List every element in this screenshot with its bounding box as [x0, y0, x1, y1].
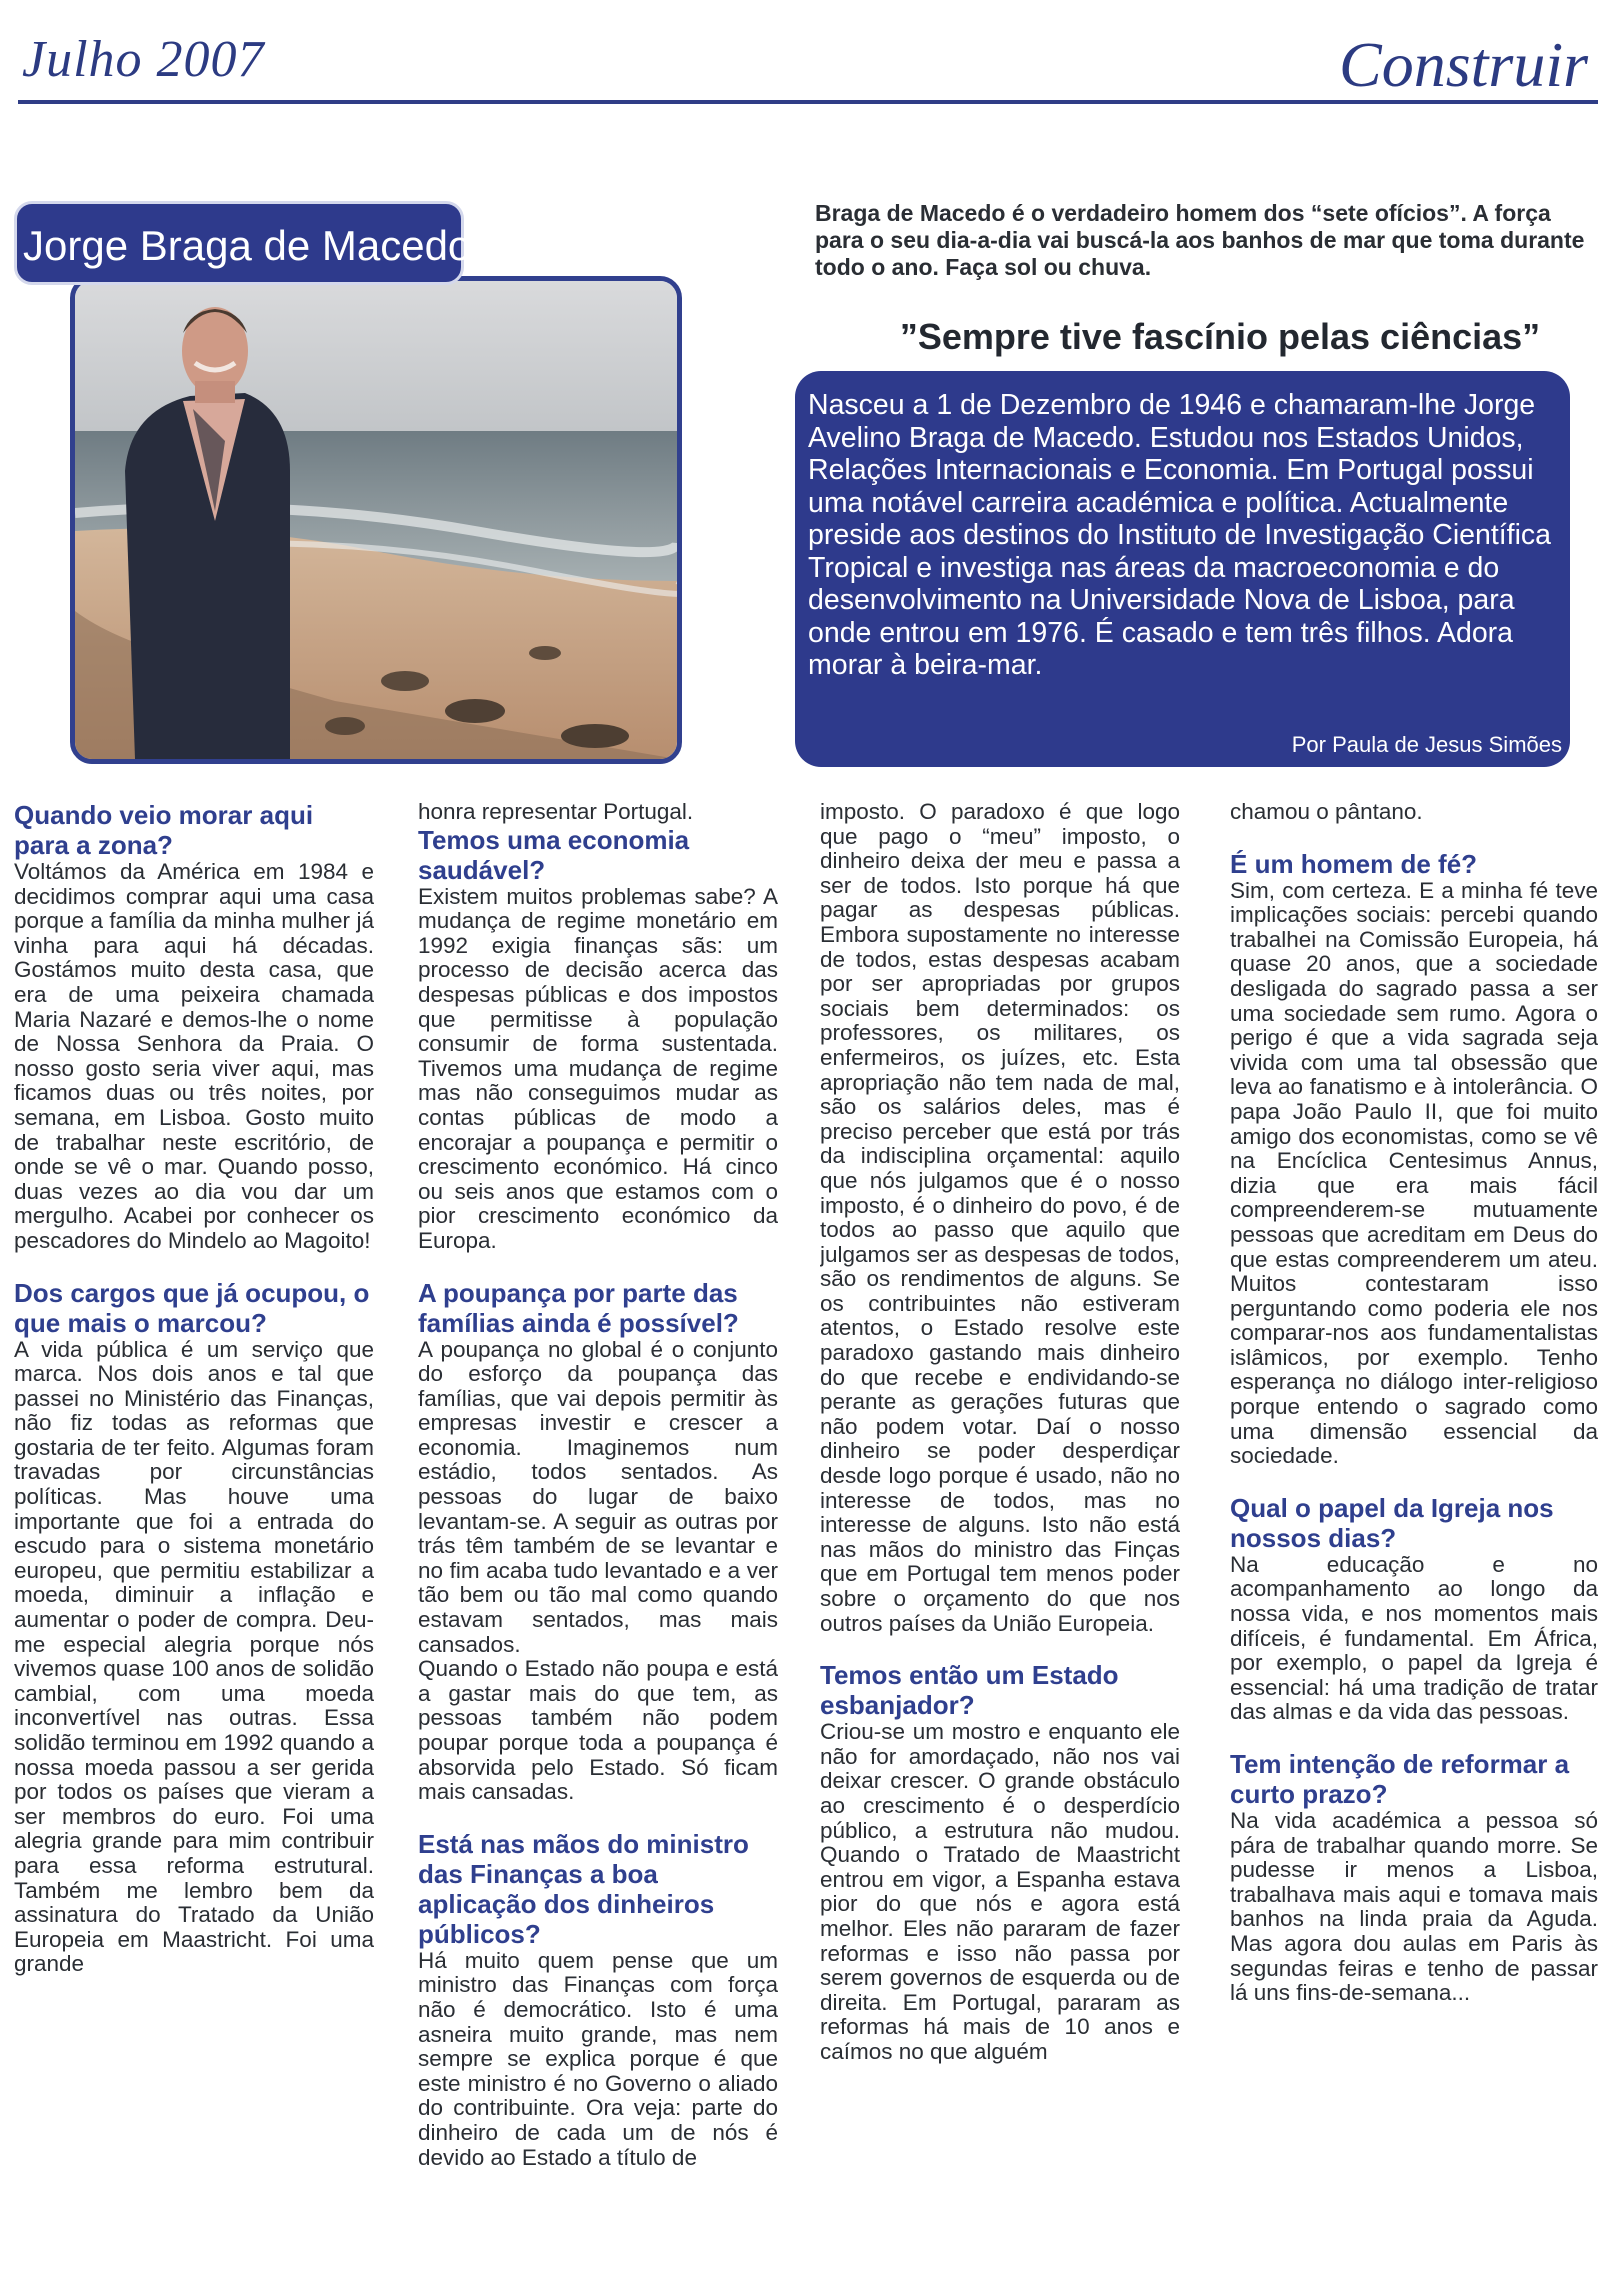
column-1 — [14, 800, 374, 2280]
answer-paragraph: Existem muitos problemas sabe? A mudança de regime monetário em 1992 exigia finanças sãs: um processo de decisão acerca das despesas públicas e dos impostos que permitisse à população consumir de forma sustentada. Tivemos uma mudança de regime mas não conseguimos mudar as contas públicas de modo a encorajar a poupança e permitir o crescimento económico. Há cinco ou seis anos que estamos com o pior crescimento económico da Europa. — [418, 883, 778, 1253]
byline: Por Paula de Jesus Simões — [1291, 731, 1562, 757]
answer-paragraph: A poupança no global é o conjunto do esforço da poupança das famílias, que vai depois permitir às empresas investir e crescer a economia. Imaginemos num estádio, todos sentados. As pessoas do lugar de baixo levantam-se. A seguir as outras por trás têm também de se levantar e no fim acaba tudo levantado e a ver tão bem ou tão mal como quando estavam sentados, mas mais cansados. — [418, 1336, 778, 1657]
question-heading: Qual o papel da Igreja nos nossos dias? — [1230, 1492, 1554, 1553]
beach-portrait-illustration — [75, 281, 677, 759]
headline-quote: ”Sempre tive fascínio pelas ciências” — [899, 316, 1541, 357]
answer-paragraph: Quando o Estado não poupa e está a gastar mais do que tem, as pessoas também não podem poupar porque toda a poupança é absorvida pelo Estado. Só ficam mais cansadas. — [418, 1656, 778, 1805]
issue-date: Julho 2007 — [22, 31, 265, 88]
intro-paragraph: Braga de Macedo é o verdadeiro homem dos “sete ofícios”. A força para o seu dia-a-dia vai buscá-la aos banhos de mar que toma durante todo o ano. Faça sol ou chuva. — [815, 200, 1585, 280]
question-heading: Tem intenção de reformar a curto prazo? — [1230, 1749, 1570, 1809]
bio-box — [795, 371, 1570, 767]
answer-paragraph: Há muito quem pense que um ministro das Finanças com força não é democrático. Isto é uma asneira muito grande, mas nem sempre se explica porque é que este ministro é no Governo o aliado do contribuinte. Ora veja: parte do dinheiro de cada um de nós é devido ao Estado a título de — [418, 1947, 778, 2170]
header-rule — [18, 100, 1598, 104]
column-3 — [820, 800, 1180, 2280]
answer-paragraph: Sim, com certeza. E a minha fé teve implicações sociais: percebi quando trabalhei na Comissão Europeia, há quase 20 anos, que a sociedade desligada do sagrado passa a ser uma sociedade sem rumo. Agora o perigo é que a vida sagrada seja vivida com uma tal obsessão que leva ao fanatismo e à intolerância. O papa João Paulo II, que foi muito amigo dos economistas, como se vê na Encíclica Centesimus Annus, dizia que era mais fácil compreenderem-se mutuamente pessoas que acreditam em Deus do que estas compreenderem um ateu. Muitos contestaram isso perguntando como poderia ele nos comparar-nos aos fundamentalistas islâmicos, por exemplo. Tenho esperança no diálogo inter-religioso porque entendo o sagrado como uma dimensão essencial da sociedade. — [1230, 877, 1598, 1469]
answer-paragraph: Na educação e no acompanhamento ao longo da nossa vida, e nos momentos mais difíceis, é fundamental. Em África, por exemplo, o papel da Igreja é essencial: há uma tradição de tratar das almas e da vida das pessoas. — [1230, 1551, 1598, 1725]
publication-title: Construir — [1339, 29, 1588, 100]
column-4 — [1230, 800, 1598, 2280]
column-2 — [418, 800, 778, 2280]
portrait-photo — [70, 276, 682, 764]
answer-paragraph: Voltámos da América em 1984 e decidimos comprar aqui uma casa porque a família da minha mulher já vinha para aqui há décadas. Gostámos muito desta casa, que era de uma peixeira chamada Maria Nazaré e demos-lhe o nome de Nossa Senhora da Praia. O nosso gosto seria viver aqui, mas ficamos duas ou três noites, por semana, em Lisboa. Gosto muito de trabalhar neste escritório, de onde se vê o mar. Quando posso, duas vezes ao dia vou dar um mergulho. Acabei por conhecer os pescadores do Mindelo ao Magoito! — [14, 859, 374, 1253]
question-heading: Está nas mãos do ministro das Finanças a boa aplicação dos dinheiros públicos? — [418, 1828, 749, 1949]
interviewee-name: Jorge Braga de Macedo — [14, 201, 464, 285]
answer-continuation: honra representar Portugal. — [418, 800, 694, 824]
bio-text: Nasceu a 1 de Dezembro de 1946 e chamaram-lhe Jorge Avelino Braga de Macedo. Estudou nos Estados Unidos, Relações Internacionais e Economia. Em Portugal possui uma notável carreira académica e política. Actualmente preside aos destinos do Instituto de Investigação Científica Tropical e investiga nas áreas da macroeconomia e do desenvolvimento na Universidade Nova de Lisboa, para onde entrou em 1976. É casado e tem três filhos. Adora morar à beira-mar. — [808, 389, 1552, 681]
question-heading: Dos cargos que já ocupou, o que mais o marcou? — [14, 1277, 370, 1338]
question-heading: A poupança por parte das famílias ainda é possível? — [418, 1277, 739, 1338]
answer-paragraph: A vida pública é um serviço que marca. Nos dois anos e tal que passei no Ministério das Finanças, não fiz todas as reformas que gostaria de ter feito. Algumas foram travadas por circunstâncias políticas. Mas houve uma importante que foi a entrada do escudo para o sistema monetário europeu, que permitiu estabilizar a moeda, diminuir a inflação e aumentar o poder de compra. Deu-me especial alegria porque nós vivemos quase 100 anos de solidão cambial, com uma moeda inconvertível nas outras. Essa solidão terminou em 1992 quando a nossa moeda passou a ser gerida por todos os países que vieram a ser membros do euro. Foi uma alegria grande para mim contribuir para essa reforma estrutural. Também me lembro bem da assinatura do Tratado da União Europeia em Maastricht. Foi uma grande — [14, 1336, 374, 1977]
answer-paragraph: Criou-se um mostro e enquanto ele não for amordaçado, não nos vai deixar crescer. O grande obstáculo ao crescimento é o desperdício público, a estrutura não mudou. Quando o Tratado de Maastricht entrou em vigor, a Espanha estava pior do que nós e agora está melhor. Eles não pararam de fazer reformas e isso não passa por serem governos de esquerda ou de direita. Em Portugal, pararam as reformas há mais de 10 anos e caímos no que alguém — [820, 1719, 1180, 2064]
answer-paragraph: Na vida académica a pessoa só pára de trabalhar quando morre. Se pudesse ir menos a Lisboa, trabalhava mais aqui e tomava mais banhos na linda praia da Aguda. Mas agora dou aulas em Paris às segundas feiras e tenho de passar lá uns fins-de-semana... — [1230, 1808, 1598, 2006]
question-heading: Temos então um Estado esbanjador? — [820, 1660, 1119, 1721]
answer-continuation: imposto. O paradoxo é que logo que pago o “meu” imposto, o dinheiro deixa der meu e passa a ser de todos. Isto porque há que pagar as despesas públicas. Embora supostamente no interesse de todos, estas despesas acabam por ser apropriadas por grupos sociais bem determinados: os professores, os militares, os enfermeiros, os juízes, etc. Esta apropriação não tem nada de mal, são os salários deles, mas é preciso perceber que está por trás da indisciplina orçamental: aquilo que nós julgamos que é o nosso imposto, é o dinheiro do povo, é de todos ao passo que aquilo que julgamos ser as despesas de todos, são os rendimentos de alguns. Se os contribuintes não estiveram atentos, o Estado resolve este paradoxo gastando mais dinheiro do que recebe e endividando-se perante as gerações futuras que não podem votar. Daí o nosso dinheiro se poder desperdiçar desde logo porque é usado, não no interesse de todos, mas no interesse de alguns. Isto não está nas mãos do ministro das Finças que em Portugal tem menos poder sobre o orçamento do que nos outros países da União Europeia. — [820, 800, 1180, 1636]
question-heading: É um homem de fé? — [1230, 848, 1478, 879]
question-heading: Quando veio morar aqui para a zona? — [14, 800, 314, 860]
answer-continuation: chamou o pântano. — [1230, 800, 1423, 824]
question-heading: Temos uma economia saudável? — [418, 824, 690, 885]
